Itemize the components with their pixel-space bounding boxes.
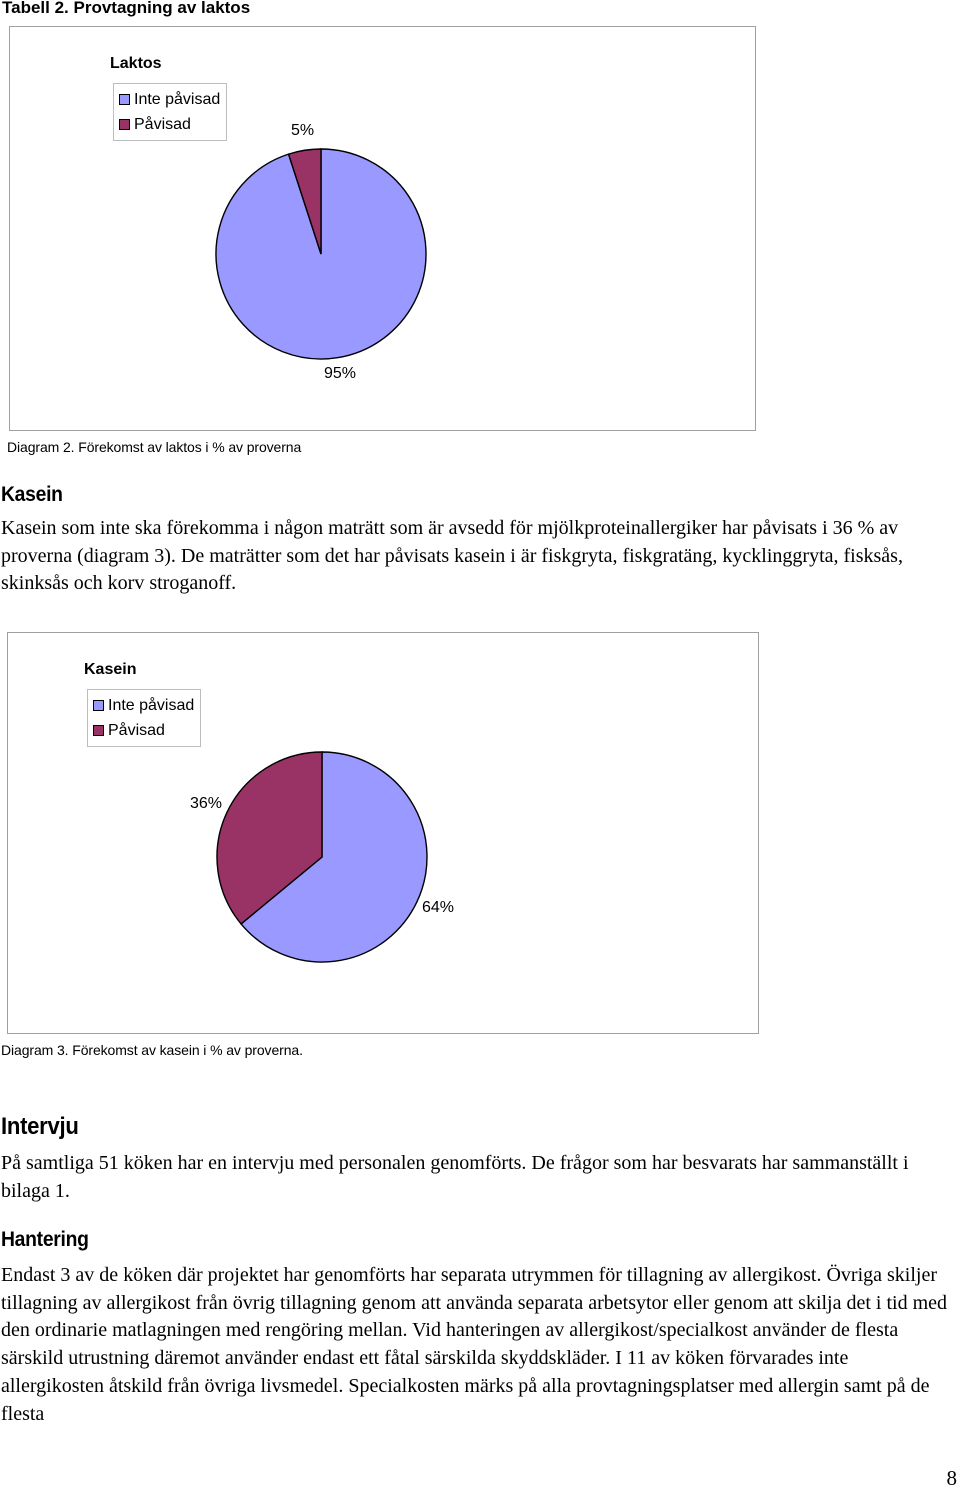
paragraph-intervju: På samtliga 51 köken har en intervju med personalen genomförts. De frågor som har besvarats har sammanställt i bilaga 1. [1, 1152, 909, 1202]
pie-label-pavisad: 5% [291, 122, 315, 139]
figure-caption: Diagram 3. Förekomst av kasein i % av proverna. [1, 1042, 303, 1058]
pie-label-pavisad: 36% [190, 795, 223, 812]
legend-label: Påvisad [134, 116, 191, 133]
kasein-chart [7, 632, 759, 1034]
laktos-pie [10, 27, 755, 430]
section-heading-kasein: Kasein [1, 483, 63, 506]
pie-label-inte-pavisad: 64% [422, 899, 455, 916]
paragraph-hantering: Endast 3 av de köken där projektet har genomförts har separata utrymmen för tillagning av allergikost. Övriga skiljer tillagning av allergikost från övrig tillagning genom att använda separata arbetsytor eller genom att skilja det i tid med den ordinarie matlagningen med rengöring mellan. Vid hanteringen av allergikost/specialkost använder de flesta särskild utrustning däremot använder endast ett fåtal särskilda skyddskläder. I 11 av köken förvarades inte allergikosten åtskild från övriga livsmedel. Specialkosten märks på alla provtagningsplatser med allergin samt på de flesta [1, 1264, 948, 1425]
laktos-chart [9, 26, 756, 431]
chart-title: Laktos [110, 55, 162, 72]
figure-caption: Diagram 2. Förekomst av laktos i % av proverna [7, 439, 302, 455]
legend-label: Påvisad [108, 722, 165, 739]
paragraph-kasein: Kasein som inte ska förekomma i någon maträtt som är avsedd för mjölkproteinallergiker har påvisats i 36 % av proverna (diagram 3). De maträtter som det har påvisats kasein i är fiskgryta, fiskgratäng, kycklinggryta, fisksås, skinksås och korv stroganoff. [1, 517, 903, 595]
section-heading-hantering: Hantering [1, 1228, 89, 1251]
pie-label-inte-pavisad: 95% [324, 365, 357, 382]
chart-title: Kasein [84, 661, 137, 678]
page-number: 8 [946, 1466, 957, 1490]
legend-label: Inte påvisad [108, 697, 195, 714]
table-caption: Tabell 2. Provtagning av laktos [2, 0, 251, 17]
legend-label: Inte påvisad [134, 91, 221, 108]
section-heading-intervju: Intervju [1, 1113, 79, 1140]
kasein-pie [8, 633, 758, 1033]
